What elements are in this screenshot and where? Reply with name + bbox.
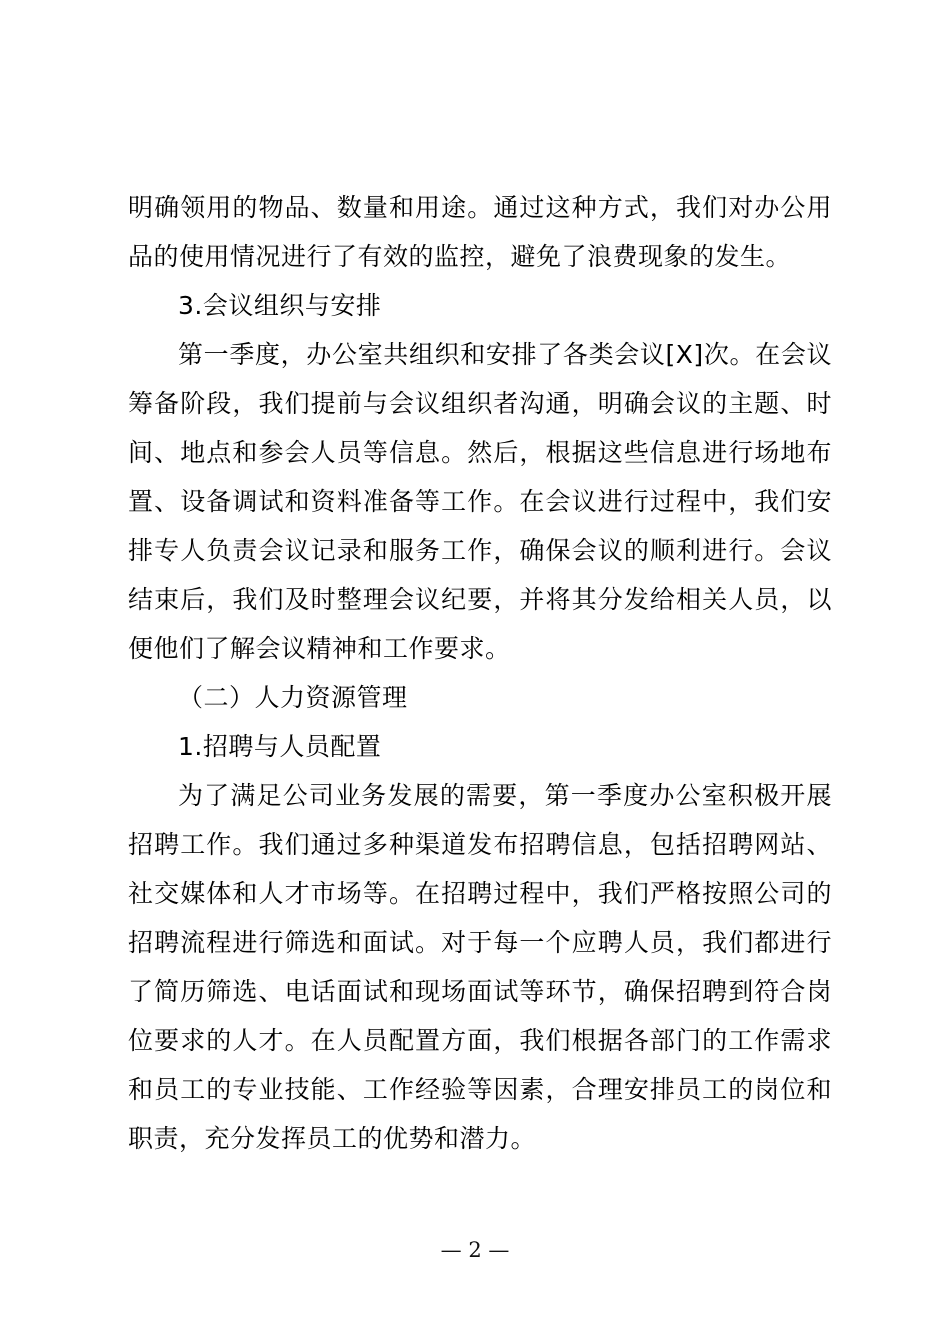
page-number: — 2 —	[440, 1238, 510, 1262]
document-body	[128, 183, 832, 1163]
paragraph-recruitment: 为了满足公司业务发展的需要，第一季度办公室积极开展招聘工作。我们通过多种渠道发布招聘信息，包括招聘网站、社交媒体和人才市场等。在招聘过程中，我们严格按照公司的招聘流程进行筛选和面试。对于每一个应聘人员，我们都进行了简历筛选、电话面试和现场面试等环节，确保招聘到符合岗位要求的人才。在人员配置方面，我们根据各部门的工作需求和员工的专业技能、工作经验等因素，合理安排员工的岗位和职责，充分发挥员工的优势和潜力。	[128, 781, 832, 1153]
section-heading-human-resources: （二）人力资源管理	[178, 683, 408, 712]
subheading-recruitment: 1.招聘与人员配置	[178, 732, 382, 761]
paragraph-meeting-organization: 第一季度，办公室共组织和安排了各类会议[X]次。在会议筹备阶段，我们提前与会议组织者沟通，明确会议的主题、时间、地点和参会人员等信息。然后，根据这些信息进行场地布置、设备调试和资料准备等工作。在会议进行过程中，我们安排专人负责会议记录和服务工作，确保会议的顺利进行。会议结束后，我们及时整理会议纪要，并将其分发给相关人员，以便他们了解会议精神和工作要求。	[128, 340, 832, 663]
subheading-meeting-organization: 3.会议组织与安排	[178, 291, 382, 320]
paragraph-continued: 明确领用的物品、数量和用途。通过这种方式，我们对办公用品的使用情况进行了有效的监控，避免了浪费现象的发生。	[128, 193, 832, 271]
